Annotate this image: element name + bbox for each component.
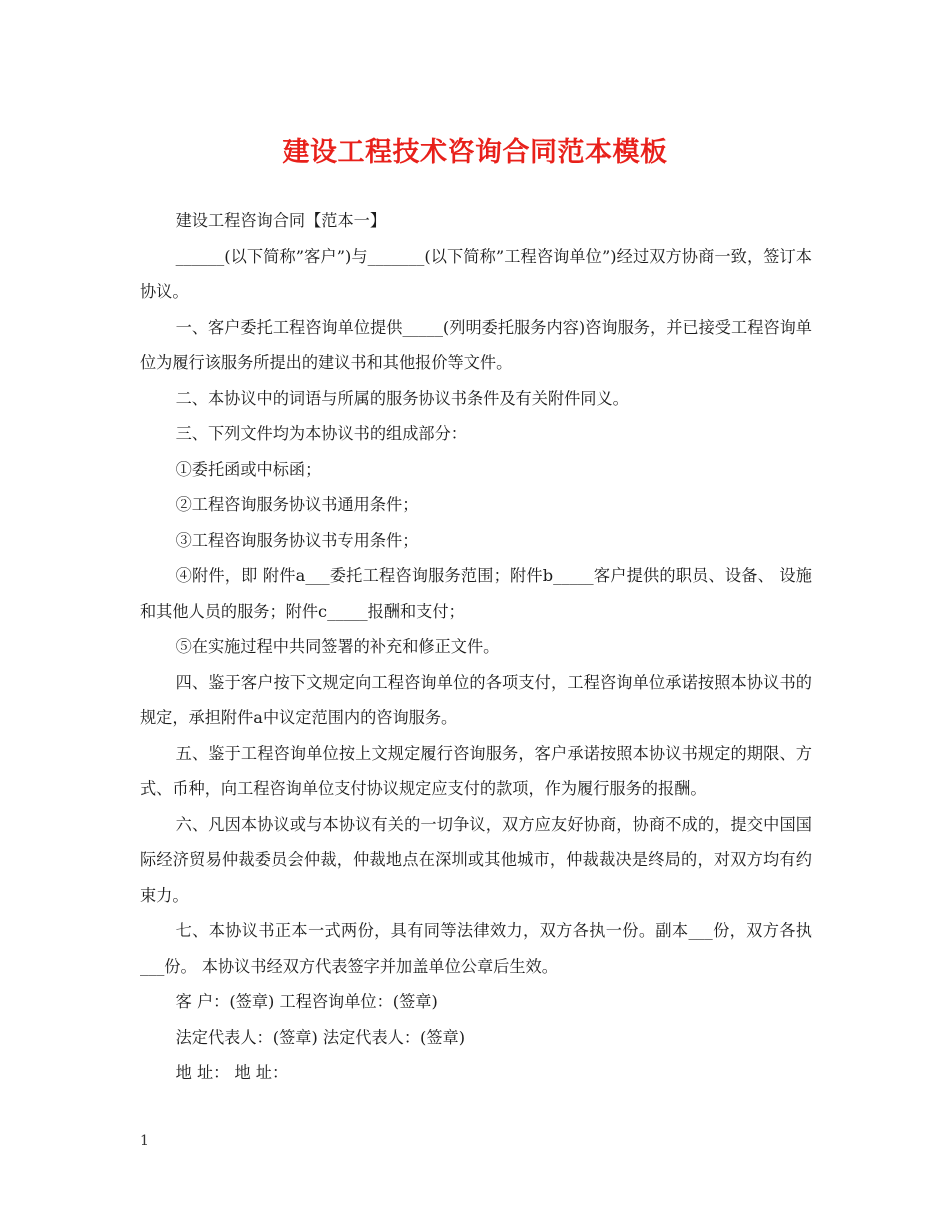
clause-2: 二、本协议中的词语与所属的服务协议书条件及有关附件同义。 xyxy=(175,388,629,408)
clause-3-item-5: ⑤在实施过程中共同签署的补充和修正文件。 xyxy=(175,637,500,656)
clause-5: 五、鉴于工程咨询单位按上文规定履行咨询服务，客户承诺按照本协议书规定的期限、方式、币种，向工程咨询单位支付协议规定应支付的款项，作为履行服务的报酬。 xyxy=(140,743,812,798)
signature-line-address: 地 址： 地 址： xyxy=(175,1063,289,1082)
clause-3-item-2: ②工程咨询服务协议书通用条件； xyxy=(175,495,419,514)
clause-3: 三、下列文件均为本协议书的组成部分： xyxy=(175,424,467,443)
clause-3-item-4: ④附件，即 附件a___委托工程咨询服务范围；附件b_____客户提供的职员、设备、 设施和其他人员的服务；附件c_____报酬和支付； xyxy=(140,566,812,621)
clause-7: 七、本协议书正本一式两份，具有同等法律效力，双方各执一份。副本___份，双方各执___份。 本协议书经双方代表签字并加盖单位公章后生效。 xyxy=(140,921,812,976)
clause-3-item-3: ③工程咨询服务协议书专用条件； xyxy=(175,530,419,550)
document-body xyxy=(140,203,812,1091)
signature-line-seal: 客 户：(签章) 工程咨询单位：(签章) xyxy=(175,992,438,1011)
document-title: 建设工程技术咨询合同范本模板 xyxy=(282,137,668,168)
clause-3-item-1: ①委托函或中标函； xyxy=(175,459,322,479)
clause-1: 一、客户委托工程咨询单位提供_____(列明委托服务内容)咨询服务，并已接受工程咨询单位为履行该服务所提出的建议书和其他报价等文件。 xyxy=(140,317,812,372)
signature-line-representative: 法定代表人：(签章) 法定代表人：(签章) xyxy=(175,1027,466,1047)
paragraph-parties: ______(以下简称”客户”)与_______(以下简称”工程咨询单位”)经过双方协商一致，签订本协议。 xyxy=(140,246,812,301)
paragraph-heading: 建设工程咨询合同【范本一】 xyxy=(175,211,387,230)
page-number: 1 xyxy=(140,1133,149,1149)
clause-4: 四、鉴于客户按下文规定向工程咨询单位的各项支付，工程咨询单位承诺按照本协议书的规定，承担附件a中议定范围内的咨询服务。 xyxy=(140,672,812,727)
clause-6: 六、凡因本协议或与本协议有关的一切争议，双方应友好协商，协商不成的，提交中国国际经济贸易仲裁委员会仲裁，仲裁地点在深圳或其他城市，仲裁裁决是终局的，对双方均有约束力。 xyxy=(140,814,812,905)
